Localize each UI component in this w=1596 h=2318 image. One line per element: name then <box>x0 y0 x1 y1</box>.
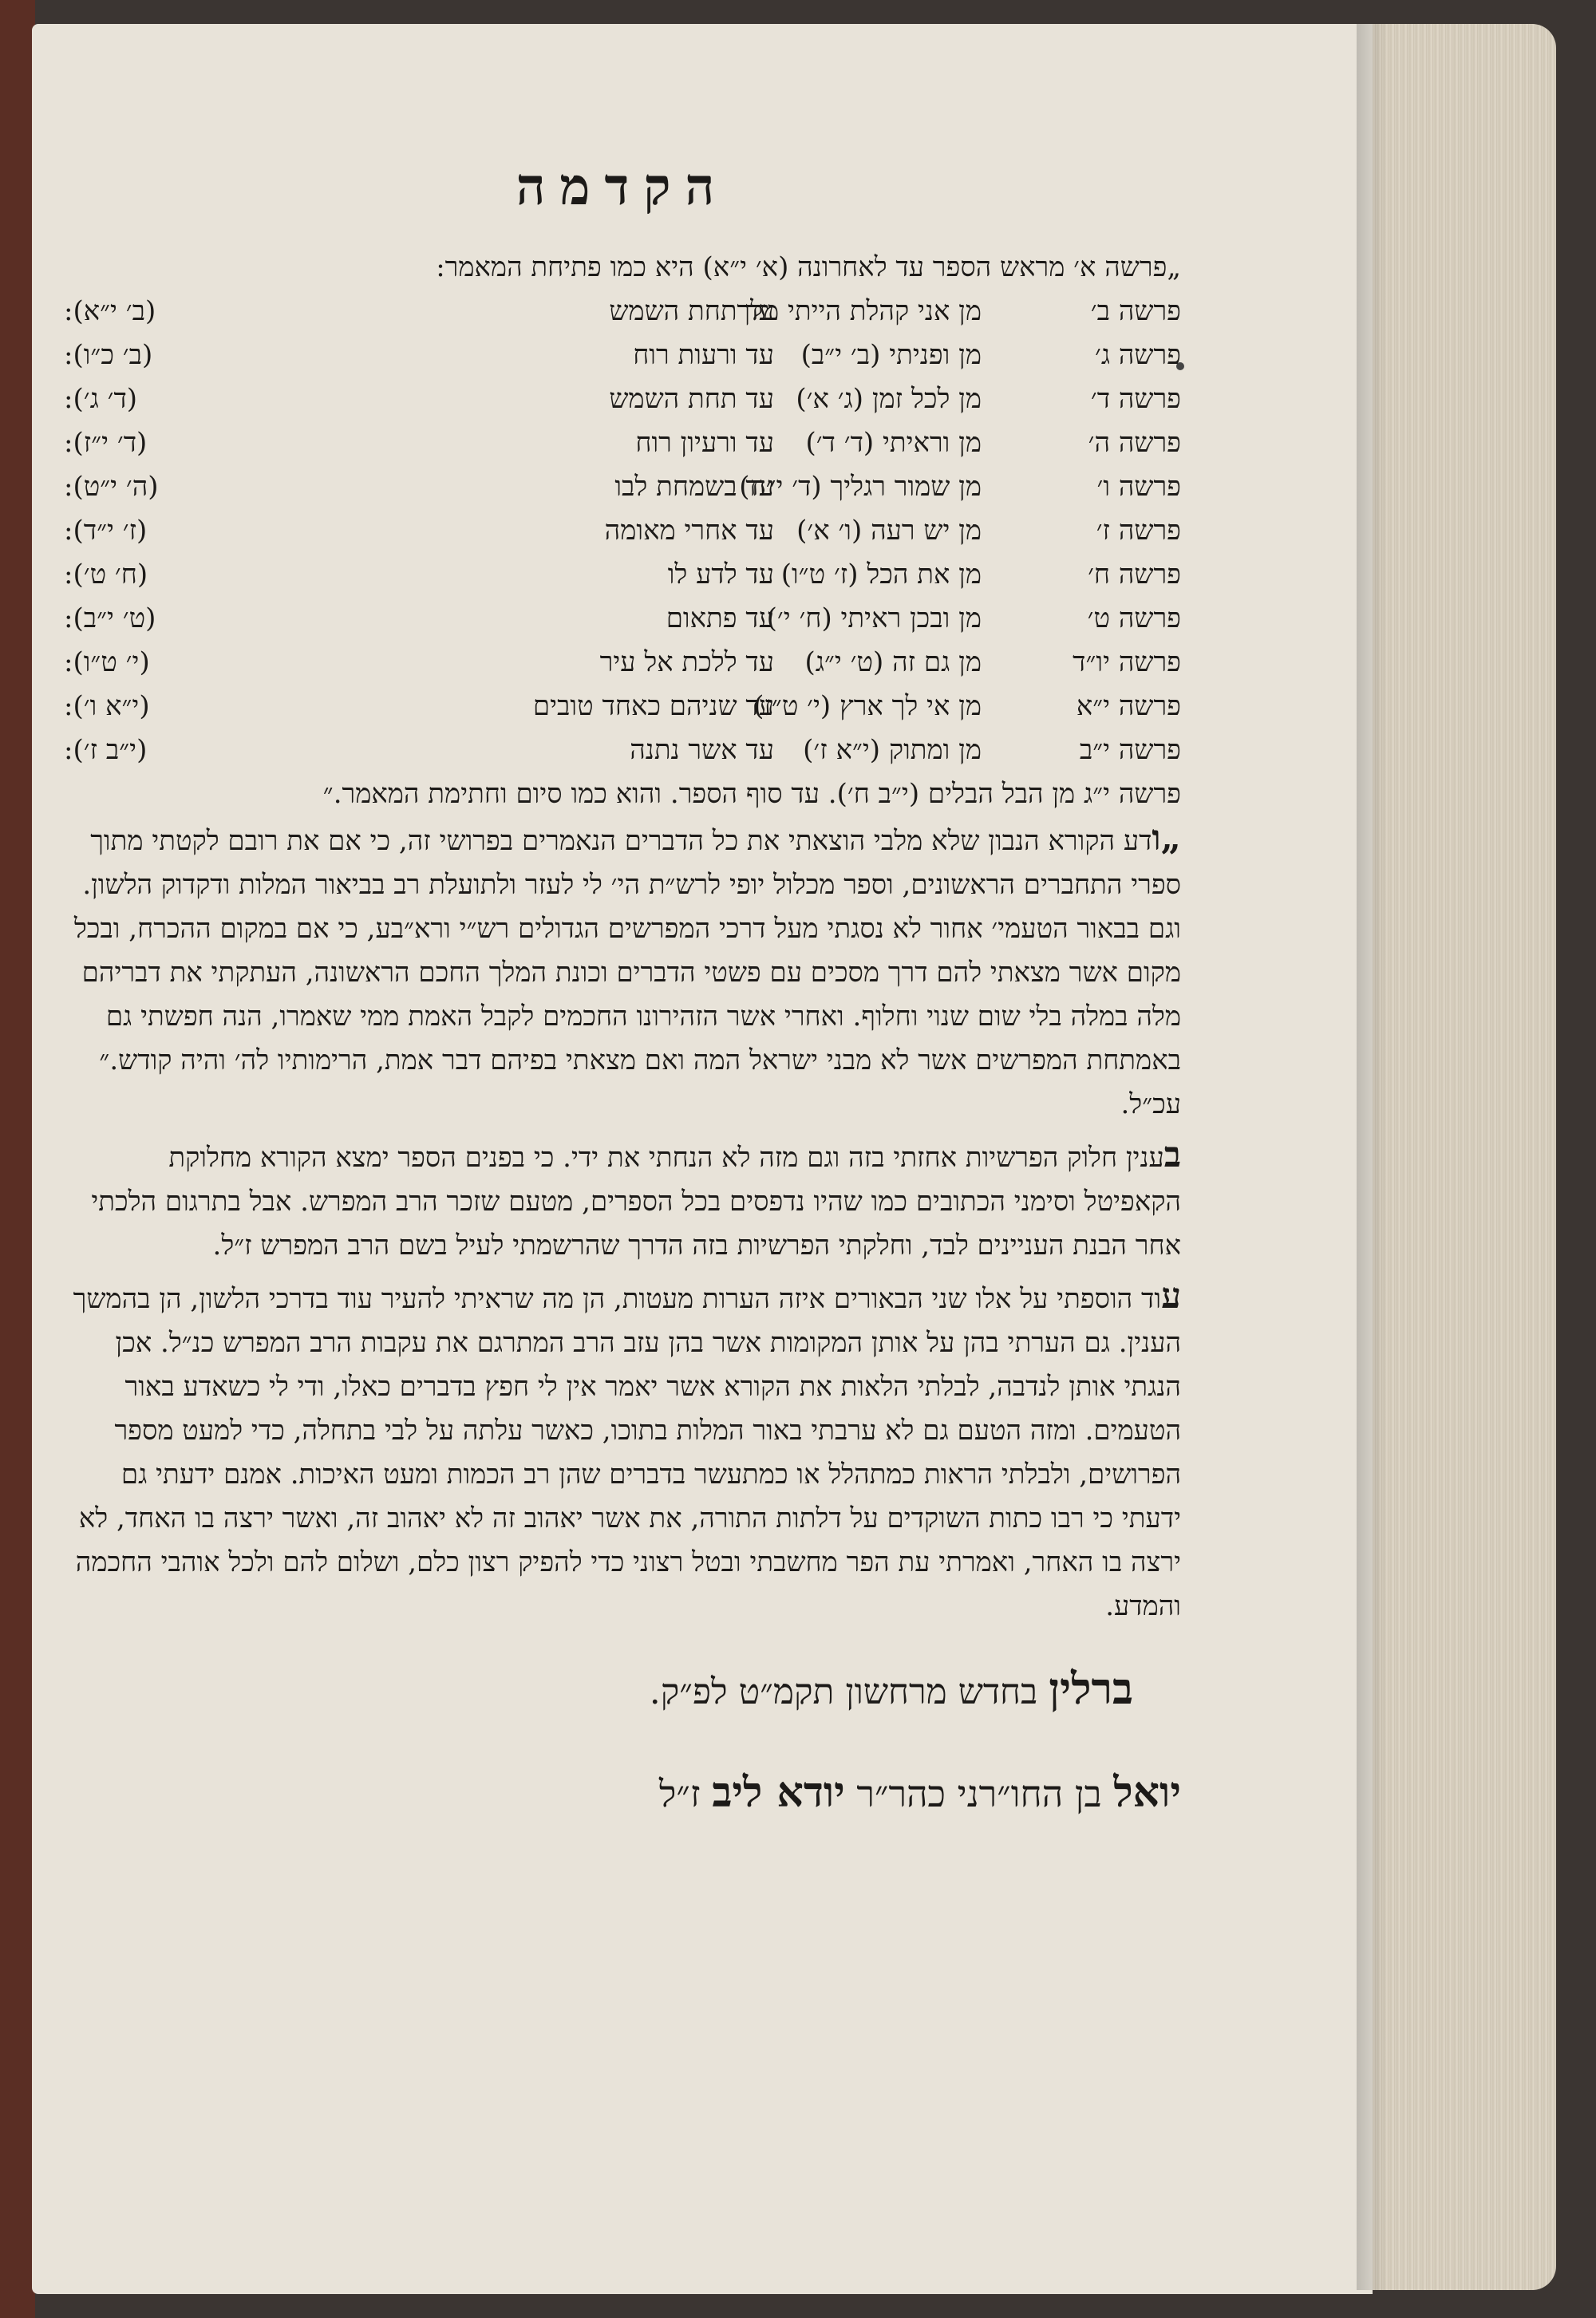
author-line <box>64 1765 1181 1822</box>
parasha-start: מן שמור רגליך (ד׳ י״ח) <box>739 471 982 503</box>
parasha-row <box>64 377 1181 421</box>
parasha-ref: (י״א ו׳): <box>64 690 150 722</box>
parasha-ref: (ב׳ י״א): <box>64 295 156 327</box>
parasha-row <box>64 421 1181 465</box>
page-text <box>64 144 1181 1822</box>
parasha-start: מן ובכן ראיתי (ח׳ י׳) <box>766 602 982 634</box>
parasha-end: עד אחרי מאומה <box>604 515 774 547</box>
book-cover-edge <box>0 0 35 2318</box>
parasha-ref: (ד׳ י״ז): <box>64 427 148 459</box>
parasha-ref: (י״ב ז׳): <box>64 734 148 766</box>
parasha-end: עד אשר נתנה <box>630 734 774 766</box>
parasha-end: עד תחת השמש <box>609 295 774 327</box>
parasha-label: פרשה ב׳ <box>1090 295 1181 327</box>
parasha-end: עד ורעיון רוח <box>635 427 774 459</box>
parasha-row <box>64 685 1181 729</box>
parasha-end: עד תחת השמש <box>609 383 774 415</box>
parasha-ref: (ז׳ י״ד): <box>64 515 148 547</box>
parasha-last-line: פרשה י״ג מן הבל הבלים (י״ב ח׳). עד סוף הספר. והוא כמו סיום וחתימת המאמר.״ <box>322 778 1181 810</box>
parasha-label: פרשה ד׳ <box>1090 383 1181 415</box>
parasha-ref: (ט׳ י״ב): <box>64 602 156 634</box>
author-name: יואל <box>1113 1768 1181 1817</box>
parasha-label: פרשה ז׳ <box>1096 515 1181 547</box>
parasha-list <box>64 290 1181 772</box>
parasha-row <box>64 729 1181 772</box>
parasha-end: עד ללכת אל עיר <box>599 646 774 678</box>
author-father: יודא ליב <box>712 1768 845 1817</box>
author-suffix: ז״ל <box>658 1772 701 1815</box>
parasha-start: מן ומתוק (י״א ז׳) <box>803 734 982 766</box>
parasha-label: פרשה ט׳ <box>1087 602 1181 634</box>
parasha-ref: (ה׳ י״ט): <box>64 471 159 503</box>
parasha-end: עד לדע לו <box>667 559 774 590</box>
parasha-ref: (ד׳ ג׳): <box>64 383 138 415</box>
gutter-shadow <box>1357 24 1389 2290</box>
parasha-start: מן את הכל (ז׳ ט״ו) <box>780 559 982 590</box>
page-title: הקדמה <box>516 157 729 217</box>
parasha-end: עד שניהם כאחד טובים <box>532 690 774 722</box>
parasha-start: מן לכל זמן (ג׳ א׳) <box>796 383 982 415</box>
parasha-start: מן אי לך ארץ (י׳ ט״ז) <box>753 690 982 722</box>
parasha-ref: (ח׳ ט׳): <box>64 559 148 590</box>
parasha-label: פרשה יו״ד <box>1073 646 1181 678</box>
parasha-start: מן גם זה (ט׳ י״ג) <box>804 646 982 678</box>
parasha-start: מן וראיתי (ד׳ ד׳) <box>805 427 982 459</box>
author-middle: בן החו״רני כהר״ר <box>856 1772 1102 1815</box>
parasha-label: פרשה ה׳ <box>1088 427 1181 459</box>
parasha-row <box>64 641 1181 685</box>
parasha-row <box>64 290 1181 334</box>
parasha-row <box>64 465 1181 509</box>
signature-line <box>64 1661 1181 1720</box>
parasha-label: פרשה י״א <box>1076 690 1181 722</box>
parasha-label: פרשה י״ב <box>1079 734 1181 766</box>
body-paragraph: „ודע הקורא הנבון שלא מלבי הוצאתי את כל הדברים הנאמרים בפרושי זה, כי אם את רובם לקטתי מתוך ספרי התחברים הראשונים, וספר מכלול יופי לרש״ת הי׳ לי לעזר ולתועלת רב בביאור המלות ודקדוק הלשון. וגם בבאור הטעמי׳ אחור לא נסגתי מעל דרכי המפרשים הגדולים רש״י ורא״בע, כי אם במקום ההכרח, ובכל מקום אשר מצאתי להם דרך מסכים עם פשטי הדברים וכונת המלך החכם הראשונה, העתקתי את דבריהם מלה במלה בלי שום שנוי וחלוף. ואחרי אשר הזהירונו החכמים לקבל האמת ממי שאמרו, הנה חפשתי גם באמתחת המפרשים אשר לא מבני ישראל המה ואם מצאתי בפיהם דבר אמת, הרימותיו לה׳ והיה קודש.״ עכ״ל. <box>73 818 1181 1120</box>
parasha-start: מן אני קהלת הייתי מלך <box>737 295 982 327</box>
parasha-row <box>64 509 1181 553</box>
body-paragraph: בענין חלוק הפרשיות אחזתי בזה וגם מזה לא הנחתי את ידי. כי בפנים הספר ימצא הקורא מחלוקת הקאפיטל וסימני הכתובים כמו שהיו נדפסים בכל הספרים, מטעם שזכר הרב המפרש. אבל בתרגום הלכתי אחר הבנת העניינים לבד, וחלקתי הפרשיות בזה הדרך שהרשמתי לעיל בשם הרב המפרש ז״ל. <box>91 1135 1181 1262</box>
parasha-end: עד פתאום <box>666 602 774 634</box>
parasha-label: פרשה ו׳ <box>1096 471 1181 503</box>
parasha-ref: (י׳ ט״ו): <box>64 646 150 678</box>
parasha-label: פרשה ג׳ <box>1094 339 1181 371</box>
parasha-row <box>64 597 1181 641</box>
signature-city: ברלין <box>1049 1663 1133 1714</box>
signature-date: בחדש מרחשון תקמ״ט לפ״ק. <box>649 1672 1038 1712</box>
parasha-end: עד ורעות רוח <box>633 339 774 371</box>
parasha-ref: (ב׳ כ״ו): <box>64 339 153 371</box>
parasha-row <box>64 334 1181 377</box>
parasha-row <box>64 553 1181 597</box>
parasha-start: מן יש רעה (ו׳ א׳) <box>796 515 982 547</box>
parasha-first-line: „פרשה א׳ מראש הספר עד לאחרונה (א׳ י״א) היא כמו פתיחת המאמר: <box>436 251 1181 283</box>
parasha-end: עד בשמחת לבו <box>614 471 774 503</box>
parasha-start: מן ופניתי (ב׳ י״ב) <box>800 339 982 371</box>
body-paragraph: עוד הוספתי על אלו שני הבאורים איזה הערות מעטות, הן מה שראיתי להעיר עוד בדרכי הלשון, הן בהמשך הענין. גם הערתי בהן על אותן המקומות אשר בהן עזב הרב המתרגם את עקבות הרב המפרש כנ״ל. אכן הנגתי אותן לנדבה, לבלתי הלאות את הקורא אשר יאמר אין לי חפץ בדברים כאלו, ודי לי כשאדע באור הטעמים. ומזה הטעם גם לא ערבתי באור המלות בתוכו, כאשר עלתה על לבי בתחלה, כדי למעט מספר הפרושים, ולבלתי הראות כמתהלל או כמתעשר בדברים שהן רב הכמות ומעט האיכות. אמנם ידעתי גם ידעתי כי רבו כתות השוקדים על דלתות התורה, את אשר יאהוב זה לא יאהוב זה, ואשר ירצה בו האחד, לא ירצה בו האחר, ואמרתי עת הפר מחשבתי ובטל רצוני כדי להפיק רצון כלם, ושלום להם ולכל אוהבי החכמה והמדע. <box>73 1276 1181 1622</box>
parasha-label: פרשה ח׳ <box>1088 559 1181 590</box>
